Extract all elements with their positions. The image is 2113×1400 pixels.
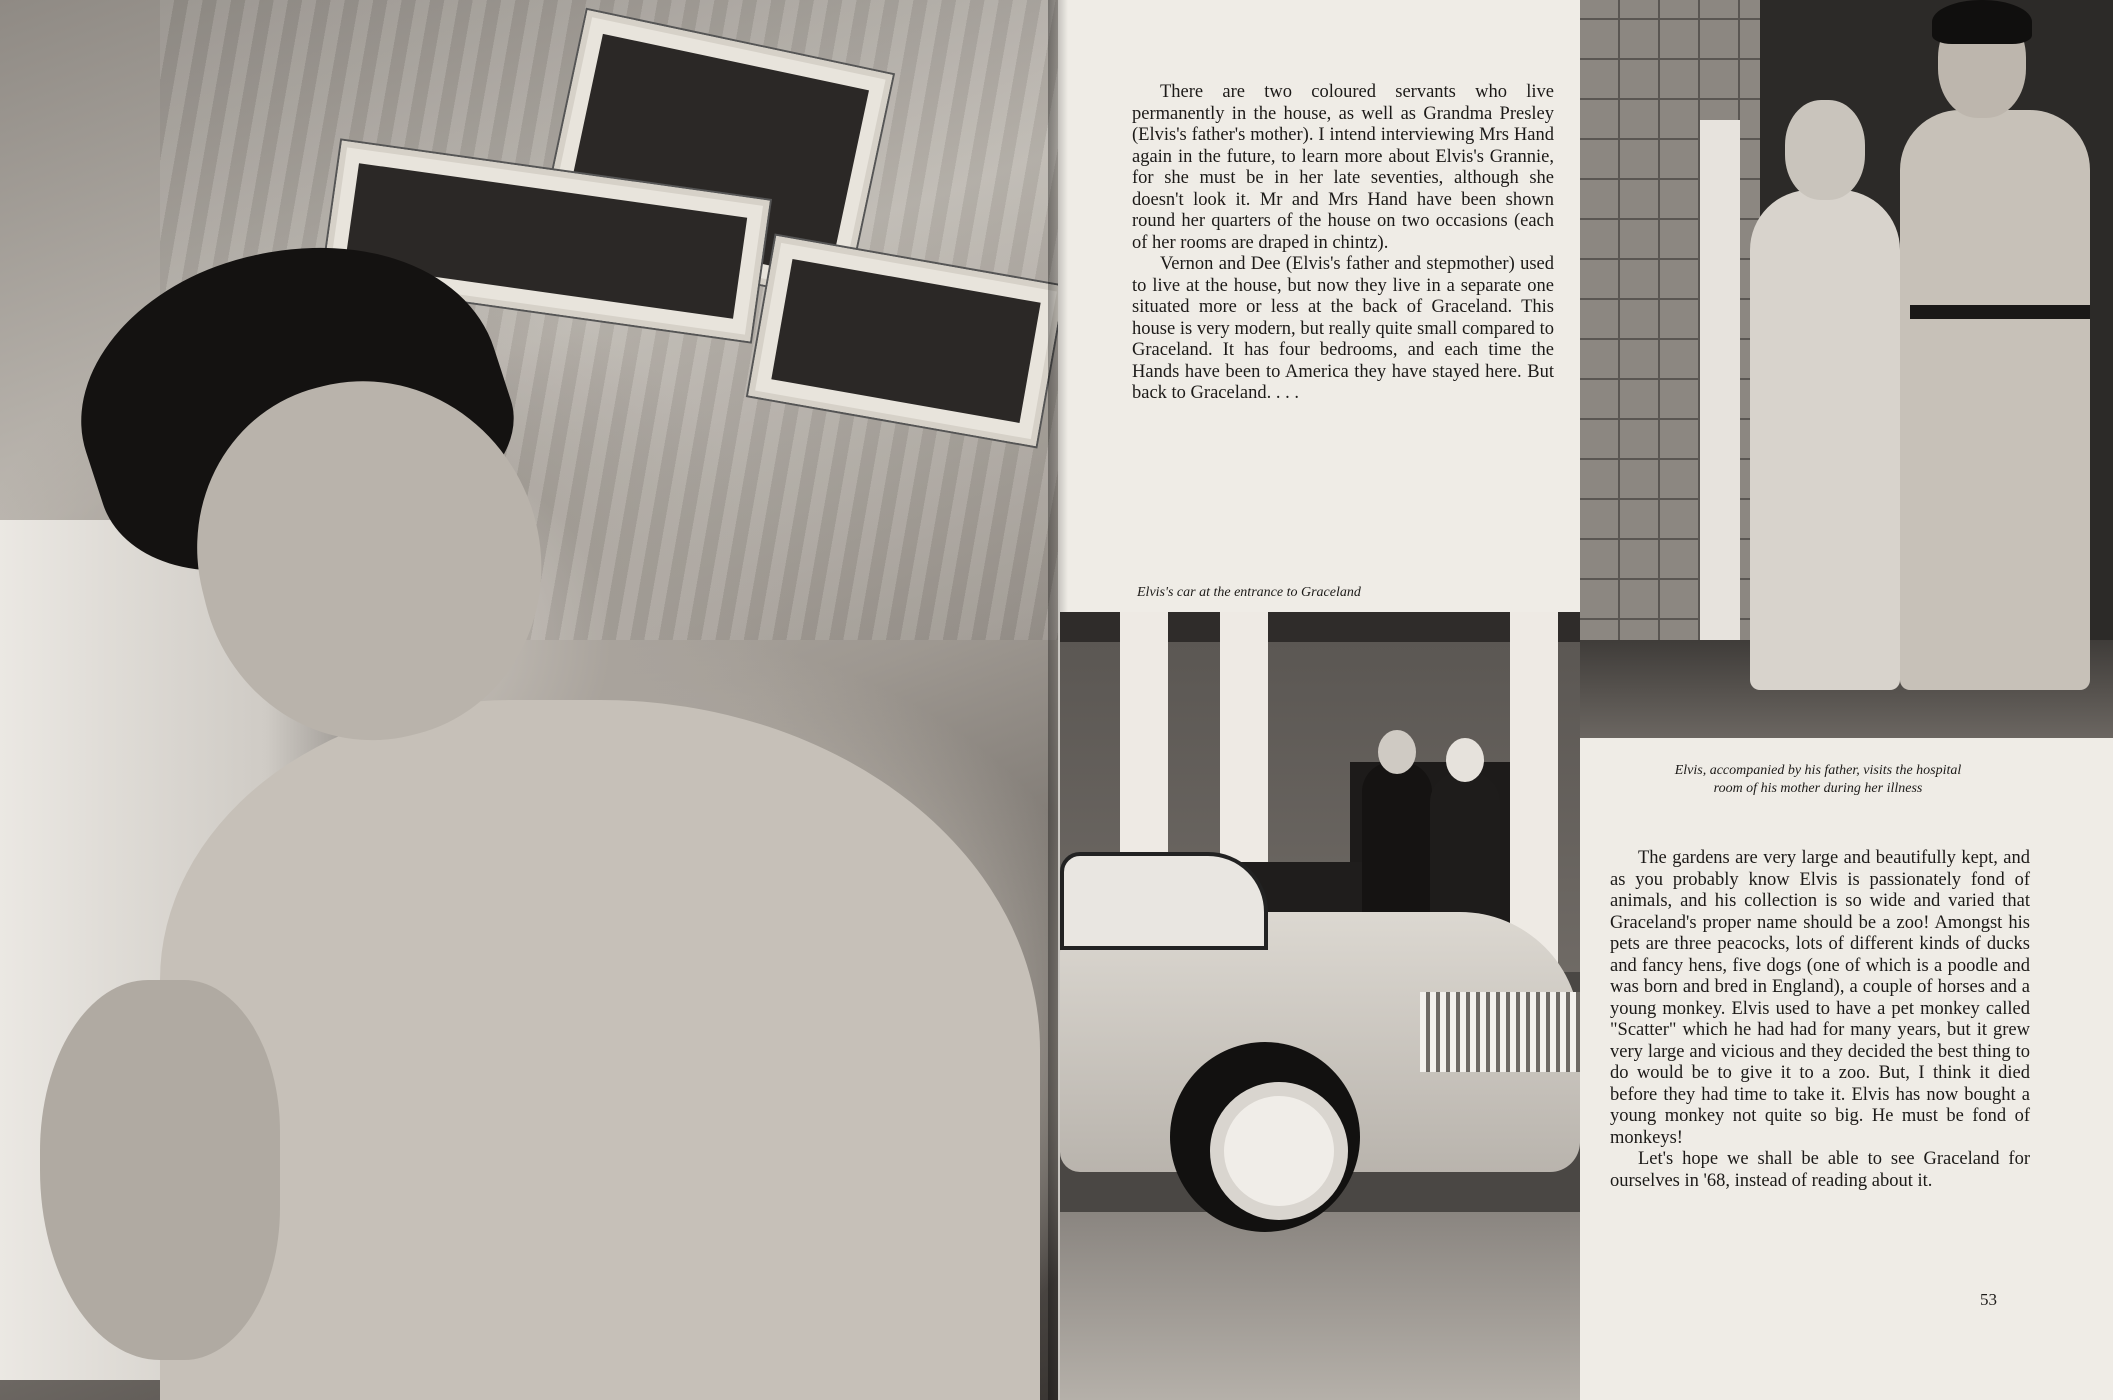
paragraph: Vernon and Dee (Elvis's father and stepmother) used to live at the house, but now they live in a separate one situated more or less at the back of Graceland. This house is very modern, but really quite small compared to Graceland. It has four bedrooms, and each time the Hands have been to America they have stayed here. But back to Graceland. . . . — [1132, 254, 1554, 403]
hand — [40, 980, 280, 1360]
car-photo-caption: Elvis's car at the entrance to Graceland — [1137, 585, 1361, 600]
car-photo — [1060, 612, 1580, 1400]
caption-line: Elvis, accompanied by his father, visits the hospital — [1674, 763, 1962, 778]
shoulder — [160, 700, 1040, 1400]
hospital-photo — [1580, 0, 2113, 738]
uniform-belt — [1910, 305, 2090, 319]
woman-head — [1446, 738, 1484, 782]
page-number: 53 — [1980, 1290, 1997, 1309]
car-grill — [1420, 992, 1580, 1072]
whitewall-hubcap — [1210, 1082, 1348, 1220]
paragraph: There are two coloured servants who live permanently in the house, as well as Grandma Presley (Elvis's father's mother). I intend interviewing Mrs Hand again in the future, to learn more about Elvis's Grannie, for she must be in her late seventies, although she doesn't look it. Mr and Mrs Hand have been shown round her quarters of the house on two occasions (each of her rooms are draped in chintz). — [1132, 82, 1554, 253]
paragraph: Let's hope we shall be able to see Graceland for ourselves in '68, instead of reading about it. — [1610, 1149, 2030, 1191]
paragraph: The gardens are very large and beautifully kept, and as you probably know Elvis is passionately fond of animals, and his collection is so wide and varied that Graceland's proper name should be a zoo! Amongst his pets are three peacocks, lots of different kinds of ducks and fancy hens, five dogs (one of which is a poodle and was born and bred in England), a couple of horses and a young monkey. Elvis used to have a pet monkey called "Scatter" which he had had for many years, but it grew very large and vicious and they decided the best thing to do would be to give it to a zoo. But, I think it died before they had time to take it. Elvis has now bought a young monkey not quite so big. He must be fond of monkeys! — [1610, 848, 2030, 1148]
driveway — [1060, 1212, 1580, 1400]
caption-line: room of his mother during her illness — [1713, 781, 1923, 796]
elvis-hair — [1932, 0, 2032, 44]
elvis-uniform-figure — [1900, 110, 2090, 690]
man-head — [1378, 730, 1416, 774]
article-column-2 — [1610, 848, 2030, 1192]
father-figure — [1750, 190, 1900, 690]
article-column-1 — [1132, 82, 1554, 405]
door-frame — [1700, 120, 1740, 700]
hospital-photo-caption — [1608, 762, 2028, 798]
father-head — [1785, 100, 1865, 200]
car-windshield — [1060, 852, 1268, 950]
